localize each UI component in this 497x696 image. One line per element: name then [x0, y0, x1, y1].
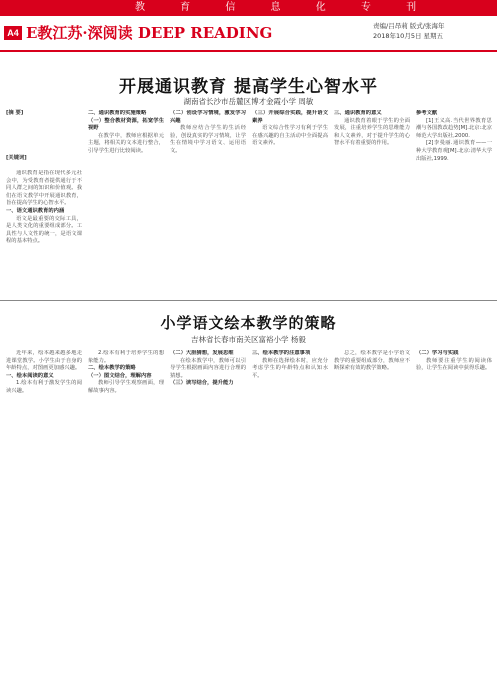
article1-column-3	[170, 110, 246, 290]
article1-byline: 湖南省长沙市岳麓区博才金霞小学 周敏	[183, 97, 314, 106]
subheading: （二）大胆猜想，发展思维	[170, 350, 234, 356]
article1-column-4	[252, 110, 328, 290]
paragraph: 1.绘本有利于激发学生的阅读兴趣。	[6, 380, 82, 394]
subheading: 三、通识教育的意义	[334, 110, 382, 116]
paragraph: 语文综合性学习有利于学生在感兴趣的自主活动中全面提高语文素养。	[252, 125, 328, 147]
page-title: E教江苏·深阅读 DEEP READING	[26, 24, 273, 42]
subheading: （一）图文结合，理解内容	[88, 372, 152, 379]
article1-title: 开展通识教育 提高学生心智水平	[119, 77, 378, 97]
keywords-label: [关键词]	[6, 155, 27, 161]
subheading: 一、绘本阅读的意义	[6, 372, 54, 379]
paragraph: 教师引导学生观察画面，理解故事内容。	[88, 380, 164, 394]
subheading: （一）整合教材资源，拓宽学生视野	[88, 117, 164, 132]
article1-column-1	[6, 170, 82, 290]
reference: [1]王义高.当代世界教育思潮与各国教改趋势[M].北京:北京师范大学出版社,2000.	[416, 117, 492, 139]
issue-date: 2018年10月5日 星期五	[373, 32, 444, 40]
article2-column-3	[170, 350, 246, 690]
article1-column-6	[416, 110, 492, 290]
article2-byline: 吉林省长春市南关区富裕小学 杨毅	[191, 335, 306, 344]
article2-column-1	[6, 350, 82, 690]
paragraph: 通识教育着眼于学生的全面发展，注重培养学生的思维能力和人文素养，对于提升学生的心智水平有着重要的作用。	[334, 117, 410, 147]
subheading: 参考文献	[416, 110, 438, 116]
paragraph: 2.绘本有利于培养学生的想象能力。	[88, 350, 164, 364]
subheading: （三）读写结合，提升能力	[170, 380, 234, 387]
article2-column-4	[252, 350, 328, 690]
article1-column-2	[88, 110, 164, 290]
reference: [2]李曼丽.通识教育——一种大学教育观[M].北京:清华大学出版社,1999.	[416, 140, 492, 162]
article2-title: 小学语文绘本教学的策略	[160, 314, 337, 332]
paragraph: 语文是最重要的交际工具，是人类文化的重要组成部分。工具性与人文性的统一，是语文课程的基本特点。	[6, 215, 82, 245]
paragraph: 教师应结合学生的生活经验，创设真实的学习情境，让学生在情境中学习语文、运用语文。	[170, 125, 246, 154]
band-title: 教 育 信 息 化 专 刊	[135, 2, 433, 13]
editor-credit: 责编/吕昂莉 版式/张海年	[373, 22, 445, 30]
article1-column-5	[334, 110, 410, 290]
subheading: 二、通识教育的实施策略	[88, 110, 147, 116]
subheading: （二）学习与实践	[416, 350, 459, 356]
subheading: （三）开展综合实践，提升语文素养	[252, 110, 328, 124]
paragraph: 在教学中，教师应根据单元主题，将相关的文本进行整合，引导学生进行比较阅读。	[88, 132, 164, 154]
top-band	[0, 0, 497, 16]
subheading: 一、语文通识教育的内涵	[6, 207, 65, 214]
paragraph: 近年来，绘本越来越多地走进课堂教学。小学生由于自身的年龄特点，对图画更加感兴趣。	[6, 350, 82, 372]
paragraph: 教师要注重学生的阅读体验，让学生在阅读中获得乐趣。	[416, 357, 492, 372]
paragraph: 总之，绘本教学是小学语文教学的重要组成部分，教师应不断探索有效的教学策略。	[334, 350, 410, 372]
abstract-label: [摘 要]	[6, 110, 24, 116]
article2-column-6	[416, 350, 492, 690]
paragraph: 教师在选择绘本时，应充分考虑学生的年龄特点和认知水平。	[252, 357, 328, 379]
article2-column-2	[88, 350, 164, 690]
subheading: 三、绘本教学的注意事项	[252, 350, 311, 356]
section-divider	[0, 300, 497, 301]
paragraph: 通识教育是指在现代多元社会中，为受教育者提供通行于不同人群之间的知识和价值观。我们在语文教学中开展通识教育，旨在提高学生的心智水平。	[6, 170, 82, 207]
paragraph: 在绘本教学中，教师可以引导学生根据画面内容进行合理的猜想。	[170, 357, 246, 379]
subheading: （二）创设学习情境，激发学习兴趣	[170, 110, 246, 124]
page-number: A4	[4, 26, 22, 40]
issue-meta	[373, 21, 493, 41]
page-header	[0, 16, 497, 52]
subheading: 二、绘本教学的策略	[88, 365, 136, 372]
article2-column-5	[334, 350, 410, 690]
